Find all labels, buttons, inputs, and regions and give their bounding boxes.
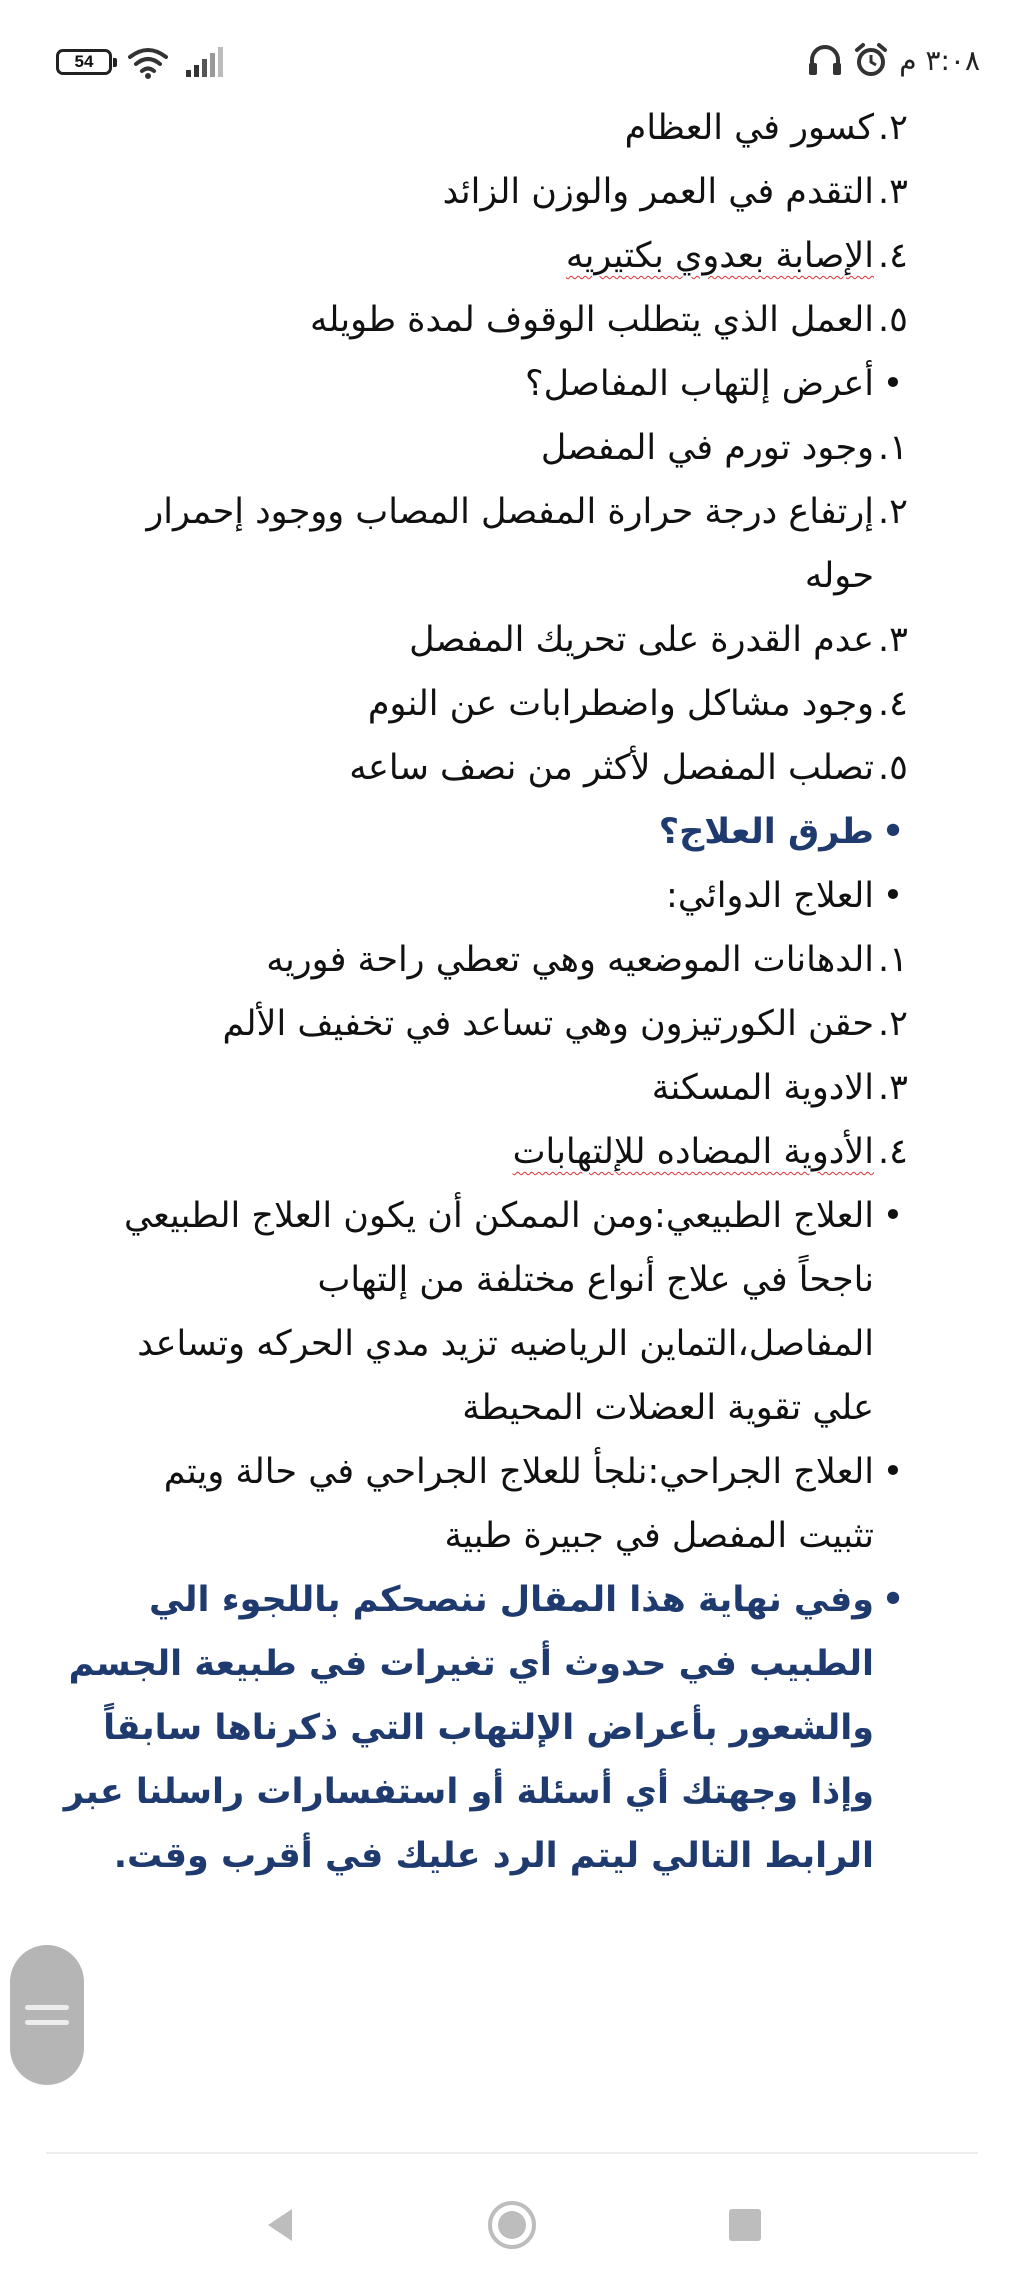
list-item-text: كسور في العظام [624,108,874,148]
list-item [0,288,908,352]
back-button[interactable] [245,2190,315,2260]
bullet-item-text: أعرض إلتهاب المفاصل؟ [525,364,874,404]
list-item-text: الادوية المسكنة [651,1068,874,1108]
bullet-item [0,864,904,928]
list-marker: ٢. [878,492,908,532]
list-item [84,480,908,608]
list-item [0,160,908,224]
bullet-marker: • [881,1580,905,1620]
bullet-item [84,1184,904,1440]
list-item-text: التقدم في العمر والوزن الزائد [442,172,874,212]
list-marker: ٤. [878,684,908,724]
list-item [0,224,908,288]
list-marker: ٥. [878,748,908,788]
list-marker: ٣. [878,620,908,660]
list-marker: ٤. [878,1132,908,1172]
bullet-item-text: العلاج الطبيعي:ومن الممكن أن يكون العلاج الطبيعي ناجحاً في علاج أنواع مختلفة من إلتهاب المفاصل،التماين الرياضيه تزيد مدي الحركه وتساعد علي تقوية العضلات المحيطة [123,1196,874,1428]
list-item-text: الأدوية المضاده للإلتهابات [512,1132,874,1172]
battery-indicator [56,49,112,75]
bullet-item [0,352,904,416]
list-item-text: وجود مشاكل واضطرابات عن النوم [367,684,874,724]
closing-paragraph-text: وفي نهاية هذا المقال ننصحكم باللجوء الي الطبيب في حدوث أي تغيرات في طبيعة الجسم والشعور بأعراض الإلتهاب التي ذكرناها سابقاً وإذا وجهتك أي أسئلة أو استفسارات راسلنا عبر الرابط التالي ليتم الرد عليك في أقرب وقت. [63,1580,874,1876]
list-item [0,1056,908,1120]
bullet-marker: • [882,1452,904,1492]
bullet-marker: • [882,876,904,916]
list-item [0,672,908,736]
clock: ٣:٠٨ م [899,43,980,77]
section-heading [0,800,905,864]
recents-button[interactable] [710,2190,780,2260]
signal-icon [184,46,228,78]
closing-paragraph [54,1568,905,1888]
bullet-item-text: العلاج الجراحي:نلجأ للعلاج الجراحي في حالة ويتم تثبيت المفصل في جبيرة طبية [163,1452,874,1556]
battery-level: 54 [74,52,94,71]
list-marker: ٣. [878,172,908,212]
home-button[interactable] [477,2190,547,2260]
list-marker: ٢. [878,1004,908,1044]
bullet-item [84,1440,904,1568]
list-item-text: العمل الذي يتطلب الوقوف لمدة طويله [310,300,874,340]
bullet-item-text: العلاج الدوائي: [666,876,874,916]
back-triangle-icon [260,2205,300,2245]
list-item-text: الإصابة بعدوي بكتيريه [565,236,874,276]
list-marker: ١. [878,940,908,980]
list-marker: ١. [878,428,908,468]
list-item [0,928,908,992]
list-item [0,96,908,160]
list-marker: ٣. [878,1068,908,1108]
navigation-bar [0,2170,1024,2276]
nav-divider [46,2152,978,2154]
list-item-text: حقن الكورتيزون وهي تساعد في تخفيف الألم [222,1004,874,1044]
list-item [0,608,908,672]
document-body[interactable] [0,96,1024,1888]
list-item-text: تصلب المفصل لأكثر من نصف ساعه [349,748,874,788]
wifi-icon [126,45,170,79]
list-item-text: وجود تورم في المفصل [540,428,874,468]
handle-line [25,2020,69,2025]
list-item [0,736,908,800]
handle-line [25,2005,69,2010]
drag-handle-icon[interactable] [10,1945,84,2085]
list-marker: ٤. [878,236,908,276]
list-item [0,416,908,480]
bullet-marker: • [881,812,905,852]
list-item [0,1120,908,1184]
list-marker: ٥. [878,300,908,340]
home-circle-icon [486,2199,538,2251]
list-item [0,992,908,1056]
list-item-text: إرتفاع درجة حرارة المفصل المصاب ووجود إحمرار حوله [146,492,874,596]
alarm-icon [853,42,889,78]
section-heading-text: طرق العلاج؟ [658,812,874,852]
status-right [807,40,980,80]
bullet-marker: • [882,1196,904,1236]
headset-icon [807,43,843,77]
list-item-text: عدم القدرة على تحريك المفصل [409,620,874,660]
recents-square-icon [726,2206,764,2244]
bullet-marker: • [882,364,904,404]
list-marker: ٢. [878,108,908,148]
status-left [56,42,228,82]
list-item-text: الدهانات الموضعيه وهي تعطي راحة فوريه [266,940,874,980]
